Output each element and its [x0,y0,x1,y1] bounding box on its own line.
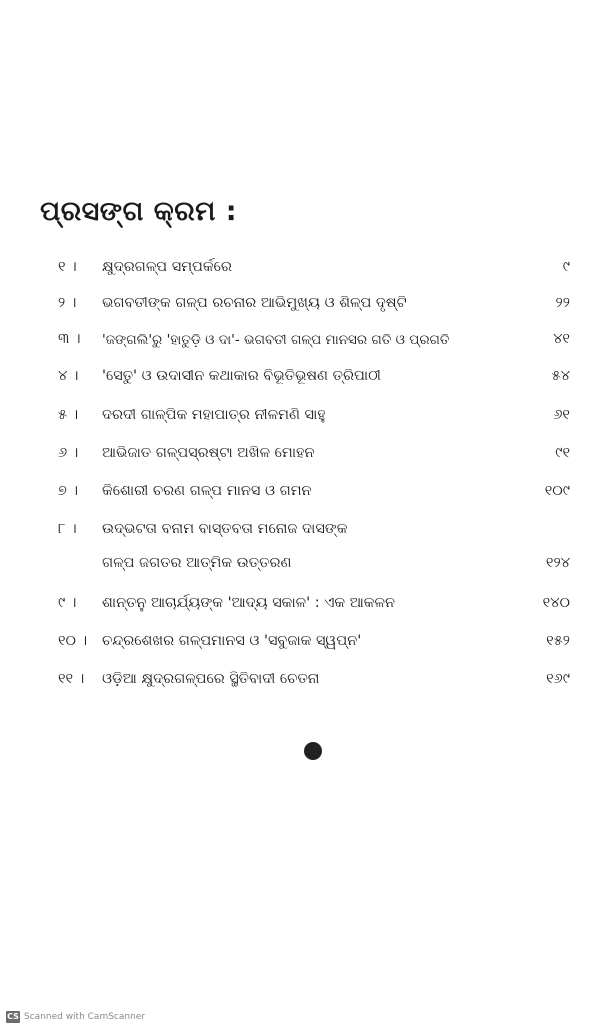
entry-number: ୬ । [58,444,79,461]
toc-entry-3 [58,330,570,348]
entry-number: ୧୦ । [58,633,88,650]
ornament-dot-icon [304,742,322,760]
toc-entry-6 [58,444,570,462]
table-of-contents [58,258,570,689]
entry-page: ୧୪୦ [542,595,570,612]
entry-page: ୯୧ [555,444,570,461]
entry-number: ୧ । [58,259,77,275]
entry-number: ୪ । [58,368,79,385]
toc-entry-10 [58,632,570,650]
toc-heading: ପ୍ରସଙ୍ଗ କ୍ରମ : [40,196,238,227]
entry-title-line-1: ଉଦ୍ଭଟତା ବନାମ ବାସ୍ତବତା ମନୋଜ ଦାସଙ୍କ [102,520,348,537]
entry-number: ୧୧ । [58,671,85,688]
toc-entry-4 [58,367,570,385]
entry-title: ଭଗବତୀଙ୍କ ଗଳ୍ପ ରଚନାର ଆଭିମୁଖ୍ୟ ଓ ଶିଳ୍ପ ଦୃଷ୍ଟି [102,295,407,312]
entry-title: ଶାନ୍ତନୁ ଆଚାର୍ଯ୍ୟଙ୍କ 'ଆଦ୍ୟ ସକାଳ' : ଏକ ଆକଳନ [102,595,395,612]
entry-page: ୨୨ [555,295,570,312]
toc-entry-5 [58,406,570,424]
camscanner-logo-icon: CS [7,1012,19,1021]
entry-page: ୧୦୯ [544,482,570,499]
entry-page: ୪୧ [553,331,570,348]
entry-number: ୫ । [58,406,79,423]
toc-entry-11 [58,670,570,688]
entry-title: କ୍ଷୁଦ୍ରଗଳ୍ପ ସମ୍ପର୍କରେ [102,259,232,275]
entry-title: ଦରଦୀ ଗାଳ୍ପିକ ମହାପାତ୍ର ନୀଳମଣି ସାହୁ [102,406,326,423]
entry-line-2 [58,554,570,572]
entry-title: ଆଭିଜାତ ଗଳ୍ପସ୍ରଷ୍ଟା ଅଖିଳ ମୋହନ [102,444,315,461]
entry-title: 'ସେତୁ' ଓ ଉଦାସୀନ କଥାକାର ବିଭୂତିଭୂଷଣ ତ୍ରିପାଠୀ [102,368,381,385]
scanner-text: Scanned with CamScanner [24,1012,146,1022]
entry-page: ୧୫୨ [546,633,570,650]
entry-page: ୬୧ [553,406,570,423]
entry-number: ୯ । [58,595,77,612]
entry-title: ଓଡ଼ିଆ କ୍ଷୁଦ୍ରଗଳ୍ପରେ ସ୍ଥିତିବାଦୀ ଚେତନା [102,671,320,688]
entry-page: ୧୬୯ [546,671,570,688]
entry-number: ୩ । [58,331,81,348]
entry-title: ଚନ୍ଦ୍ରଶେଖର ଗଳ୍ପମାନସ ଓ 'ସବୁଜାକ ସ୍ୱପ୍ନ' [102,633,362,650]
entry-title: କିଶୋରୀ ଚରଣ ଗଳ୍ପ ମାନସ ଓ ଗମନ [102,482,312,499]
toc-entry-8 [58,520,570,572]
entry-number: ୭ । [58,482,79,499]
entry-number: ୮ । [58,520,77,537]
entry-page: ୫୪ [551,368,570,385]
entry-number: ୨ । [58,295,77,312]
entry-title-line-2: ଗଳ୍ପ ଜଗତର ଆତ୍ମିକ ଉତ୍ତରଣ [102,555,292,571]
entry-line-1 [58,520,570,538]
indent-spacer [58,554,102,572]
toc-entry-2 [58,294,570,312]
entry-title: 'ଜଙ୍ଗଲି'ରୁ 'ହାତୁଡ଼ି ଓ ଦା'- ଭଗବତୀ ଗଳ୍ପ ମାନସର ଗତି ଓ ପ୍ରଗତି [102,331,450,348]
entry-page: ୧୨୪ [545,555,570,571]
entry-page: ୯ [562,259,570,275]
toc-entry-7 [58,482,570,500]
toc-entry-1 [58,258,570,276]
scanner-watermark [6,1011,145,1023]
toc-entry-9 [58,594,570,612]
